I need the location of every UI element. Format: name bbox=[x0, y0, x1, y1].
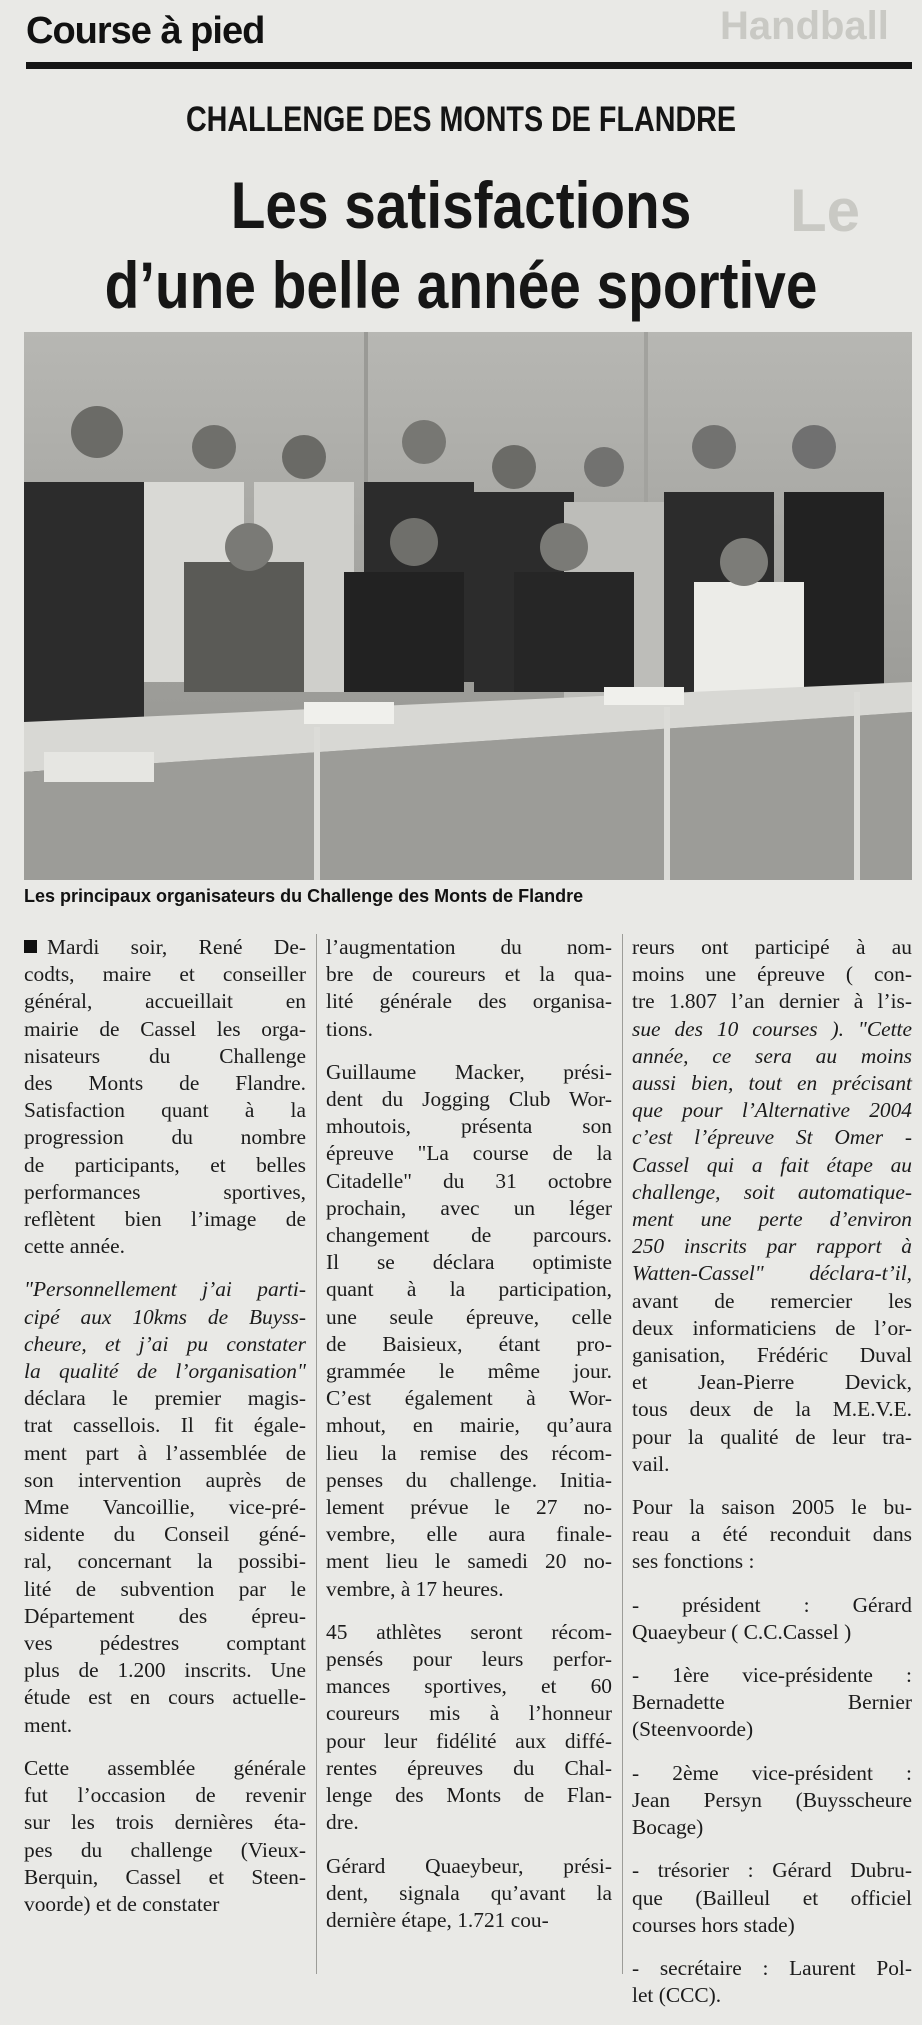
text-line: C’est également à Wor- bbox=[326, 1386, 612, 1411]
text-line: reurs ont participé à au bbox=[632, 935, 912, 959]
text-line: Bocage) bbox=[632, 1815, 704, 1840]
lead-square-icon bbox=[24, 940, 37, 953]
paragraph bbox=[632, 1662, 912, 1744]
text-line: étude est en cours actuelle- bbox=[24, 1685, 306, 1710]
paragraph bbox=[326, 1853, 612, 1935]
paragraph bbox=[24, 934, 306, 1260]
text-line: bre de coureurs et la qua- bbox=[326, 962, 612, 987]
text-line: ganisation, Frédéric Duval bbox=[632, 1343, 912, 1368]
text-line: Citadelle" du 31 octobre bbox=[326, 1168, 612, 1193]
article-column-1 bbox=[24, 934, 306, 1934]
text-line: penses du challenge. Initia- bbox=[326, 1467, 612, 1492]
text-line: sue des 10 courses ). "Cette bbox=[632, 1016, 912, 1041]
text-line: mhoutois, présenta son bbox=[326, 1114, 612, 1139]
text-line: cipé aux 10kms de Buyss- bbox=[24, 1304, 306, 1329]
text-line: l’augmentation du nom- bbox=[326, 935, 612, 959]
text-line: (Steenvoorde) bbox=[632, 1717, 754, 1742]
text-line: Mardi soir, René De- bbox=[24, 934, 306, 961]
text-line: dernière étape, 1.721 cou- bbox=[326, 1907, 549, 1932]
text-line: moins une épreuve ( con- bbox=[632, 962, 912, 987]
text-line: mances sportives, et 60 bbox=[326, 1674, 612, 1699]
text-line: Gérard Quaeybeur, prési- bbox=[326, 1853, 612, 1878]
text-line: mhout, en mairie, qu’aura bbox=[326, 1413, 612, 1438]
text-line: tre 1.807 l’an dernier à l’is- bbox=[632, 989, 912, 1014]
paragraph bbox=[632, 1592, 912, 1646]
text-line: avant de remercier les bbox=[632, 1288, 912, 1313]
text-line: "Personnellement j’ai parti- bbox=[24, 1277, 306, 1302]
text-line: que (Bailleul et officiel bbox=[632, 1885, 912, 1910]
paragraph bbox=[24, 1755, 306, 1918]
text-line: Bernadette Bernier bbox=[632, 1690, 912, 1715]
rubric-rule bbox=[26, 62, 912, 69]
text-line: rentes épreuves du Chal- bbox=[326, 1755, 612, 1780]
paragraph bbox=[632, 1857, 912, 1939]
text-line: Il se déclara optimiste bbox=[326, 1250, 612, 1275]
text-line: Pour la saison 2005 le bu- bbox=[632, 1495, 912, 1520]
paragraph bbox=[632, 1494, 912, 1576]
article-column-2 bbox=[326, 934, 612, 1950]
text-line: général, accueillait en bbox=[24, 989, 306, 1014]
group-photo bbox=[24, 332, 912, 880]
text-line: et Jean-Pierre Devick, bbox=[632, 1370, 912, 1395]
text-line: Quaeybeur ( C.C.Cassel ) bbox=[632, 1619, 852, 1644]
text-line: coureurs mis à l’honneur bbox=[326, 1701, 612, 1726]
text-line: pour leur fidélité aux diffé- bbox=[326, 1728, 612, 1753]
bleed-through-rubric: Handball bbox=[720, 4, 889, 48]
text-line: ment part à l’assemblée de bbox=[24, 1440, 306, 1465]
text-line: - secrétaire : Laurent Pol- bbox=[632, 1955, 912, 1980]
text-line: - trésorier : Gérard Dubru- bbox=[632, 1858, 912, 1883]
text-line: deux informaticiens de l’or- bbox=[632, 1315, 912, 1340]
text-line: quant à la participation, bbox=[326, 1277, 612, 1302]
bleed-through-headline: Le bbox=[790, 177, 861, 244]
text-line: Guillaume Macker, prési- bbox=[326, 1059, 612, 1084]
text-line: lité générale des organisa- bbox=[326, 989, 612, 1014]
text-line: performances sportives, bbox=[24, 1179, 306, 1204]
text-line: ment lieu le samedi 20 no- bbox=[326, 1549, 612, 1574]
text-line: Berquin, Cassel et Steen- bbox=[24, 1864, 306, 1889]
text-line: cette année. bbox=[24, 1234, 125, 1259]
article-column-3 bbox=[632, 934, 912, 2025]
text-line: Cassel qui a fait étape au bbox=[632, 1152, 912, 1177]
text-line: la qualité de l’organisation" bbox=[24, 1359, 306, 1384]
text-line: que pour l’Alternative 2004 bbox=[632, 1098, 912, 1123]
paragraph bbox=[326, 934, 612, 1043]
text-line: vail. bbox=[632, 1451, 670, 1476]
text-line: 45 athlètes seront récom- bbox=[326, 1619, 612, 1644]
text-line: ment. bbox=[24, 1712, 73, 1737]
text-line: aussi bien, tout en précisant bbox=[632, 1071, 912, 1096]
text-line: mairie de Cassel les orga- bbox=[24, 1016, 306, 1041]
text-line: ses fonctions : bbox=[632, 1549, 755, 1574]
column-rule-2 bbox=[622, 934, 623, 1974]
paragraph bbox=[326, 1059, 612, 1603]
text-line: courses hors stade) bbox=[632, 1912, 795, 1937]
text-line: reflètent bien l’image de bbox=[24, 1207, 306, 1232]
headline-line-1: Les satisfactions bbox=[230, 168, 692, 242]
paragraph bbox=[632, 1760, 912, 1842]
text-line: pes du challenge (Vieux- bbox=[24, 1837, 306, 1862]
text-line: ment une perte d’environ bbox=[632, 1207, 912, 1232]
text-line: Jean Persyn (Buysscheure bbox=[632, 1787, 912, 1812]
text-line: lenge des Monts de Flan- bbox=[326, 1783, 612, 1808]
text-line: de participants, et belles bbox=[24, 1152, 306, 1177]
text-line: lement prévue le 27 no- bbox=[326, 1495, 612, 1520]
text-line: 250 inscrits par rapport à bbox=[632, 1234, 912, 1259]
column-rule-1 bbox=[316, 934, 317, 1974]
text-line: pour la qualité de leur tra- bbox=[632, 1424, 912, 1449]
text-line: sidente du Conseil géné- bbox=[24, 1522, 306, 1547]
paragraph bbox=[632, 934, 912, 1478]
text-line: nisateurs du Challenge bbox=[24, 1043, 306, 1068]
text-line: tions. bbox=[326, 1016, 373, 1041]
text-line: pensés pour leurs perfor- bbox=[326, 1647, 612, 1672]
text-line: Cette assemblée générale bbox=[24, 1755, 306, 1780]
group-photo-image bbox=[24, 332, 912, 880]
text-line: - président : Gérard bbox=[632, 1592, 912, 1617]
text-line: des Monts de Flandre. bbox=[24, 1071, 306, 1096]
text-line: ral, concernant la possibi- bbox=[24, 1549, 306, 1574]
text-line: année, ce sera au moins bbox=[632, 1043, 912, 1068]
text-line: prochain, avec un léger bbox=[326, 1195, 612, 1220]
text-line: de Baisieux, étant pro- bbox=[326, 1331, 612, 1356]
text-line: grammée le même jour. bbox=[326, 1359, 612, 1384]
text-line: lieu la remise des récom- bbox=[326, 1440, 612, 1465]
paragraph bbox=[326, 1619, 612, 1837]
text-line: son intervention auprès de bbox=[24, 1467, 306, 1492]
text-line: changement de parcours. bbox=[326, 1223, 612, 1248]
photo-caption: Les principaux organisateurs du Challenge des Monts de Flandre bbox=[24, 886, 584, 906]
text-line: Mme Vancoillie, vice-pré- bbox=[24, 1495, 306, 1520]
text-line: dre. bbox=[326, 1810, 359, 1835]
text-line: challenge, soit automatique- bbox=[632, 1179, 912, 1204]
text-line: tous deux de la M.E.V.E. bbox=[632, 1397, 912, 1422]
text-line: ves pédestres comptant bbox=[24, 1631, 306, 1656]
text-line: dent, signala qu’avant la bbox=[326, 1880, 612, 1905]
text-line: - 1ère vice-présidente : bbox=[632, 1663, 912, 1688]
text-line: vembre, elle aura finale- bbox=[326, 1522, 612, 1547]
text-line: fut l’occasion de revenir bbox=[24, 1783, 306, 1808]
text-line: épreuve "La course de la bbox=[326, 1141, 612, 1166]
text-line: c’est l’épreuve St Omer - bbox=[632, 1125, 912, 1150]
section-rubric: Course à pied bbox=[26, 10, 265, 52]
text-line: lité de subvention par le bbox=[24, 1576, 306, 1601]
headline-line-2: d’une belle année sportive bbox=[104, 248, 818, 322]
text-line: Watten-Cassel" déclara-t’il, bbox=[632, 1261, 912, 1286]
text-line: codts, maire et conseiller bbox=[24, 962, 306, 987]
text-line: Département des épreu- bbox=[24, 1603, 306, 1628]
text-line: vembre, à 17 heures. bbox=[326, 1576, 504, 1601]
text-line: progression du nombre bbox=[24, 1125, 306, 1150]
text-line: une seule épreuve, celle bbox=[326, 1304, 612, 1329]
text-line: dent du Jogging Club Wor- bbox=[326, 1087, 612, 1112]
text-line: déclara le premier magis- bbox=[24, 1386, 306, 1411]
text-line: reau a été reconduit dans bbox=[632, 1522, 912, 1547]
kicker: CHALLENGE DES MONTS DE FLANDRE bbox=[185, 100, 737, 139]
text-line: plus de 1.200 inscrits. Une bbox=[24, 1658, 306, 1683]
paragraph bbox=[24, 1276, 306, 1738]
text-line: sur les trois dernières éta- bbox=[24, 1810, 306, 1835]
text-line: let (CCC). bbox=[632, 1983, 722, 2008]
text-line: cheure, et j’ai pu constater bbox=[24, 1331, 306, 1356]
text-line: voorde) et de constater bbox=[24, 1891, 220, 1916]
text-line: trat cassellois. Il fit égale- bbox=[24, 1413, 306, 1438]
text-line: - 2ème vice-président : bbox=[632, 1760, 912, 1785]
paragraph bbox=[632, 1955, 912, 2009]
text-line: Satisfaction quant à la bbox=[24, 1098, 306, 1123]
